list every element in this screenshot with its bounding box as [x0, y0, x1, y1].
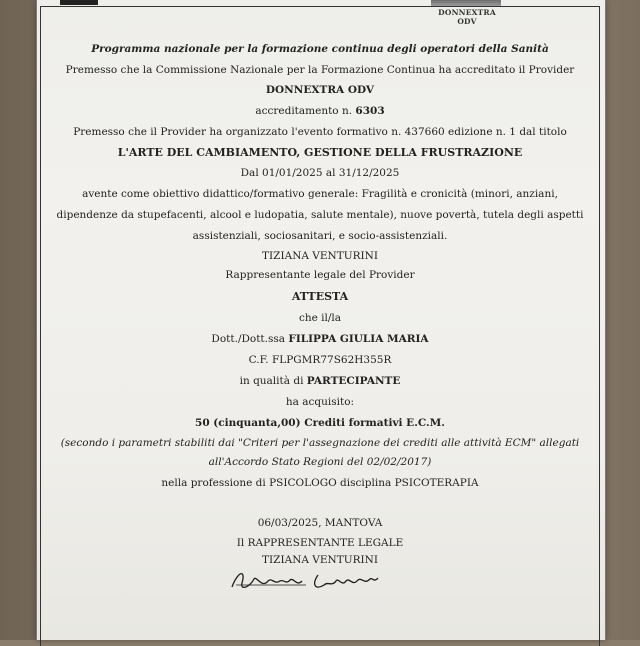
role-line — [40, 374, 600, 388]
event-dates: Dal 01/01/2025 al 31/12/2025 — [240, 167, 400, 179]
profession-prefix: nella professione di — [161, 477, 266, 489]
discipline-prefix: disciplina — [340, 477, 392, 489]
participant-line — [40, 332, 600, 346]
provider-name: DONNEXTRA ODV — [265, 84, 375, 96]
role-prefix: in qualità di — [239, 375, 304, 387]
handwritten-signature — [228, 565, 388, 595]
tax-code: C.F. FLPGMR77S62H355R — [248, 354, 392, 366]
signature-role: Il RAPPRESENTANTE LEGALE — [236, 537, 404, 549]
event-title: L'ARTE DEL CAMBIAMENTO, GESTIONE DELLA FRUSTRAZIONE — [117, 146, 523, 159]
profession-line — [40, 476, 600, 490]
programme-heading: Programma nazionale per la formazione continua degli operatori della Sanità — [91, 43, 549, 55]
provider-logo-text: DONNEXTRA ODV — [438, 8, 496, 26]
title-prefix: Dott./Dott.ssa — [211, 333, 286, 345]
acquired-label: ha acquisito: — [285, 396, 355, 408]
criteria-note-line-1: (secondo i parametri stabiliti dai "Criteri per l'assegnazione dei crediti alle attività ECM" allegati — [60, 437, 580, 449]
criteria-note-line-2: all'Accordo Stato Regioni del 02/02/2017) — [208, 456, 432, 468]
discipline: PSICOTERAPIA — [394, 477, 479, 489]
signature-date-place: 06/03/2025, MANTOVA — [257, 517, 383, 529]
premise-commission: Premesso che la Commissione Nazionale per la Formazione Continua ha accreditato il Provider — [65, 64, 575, 76]
objective-line-1: avente come obiettivo didattico/formativo generale: Fragilità e cronicità (minori, anziani, — [82, 188, 558, 200]
certificate-frame — [40, 6, 600, 646]
provider-logo-image — [431, 0, 501, 6]
accreditation-label: accreditamento n. — [255, 105, 353, 117]
objective-line-2: dipendenze da stupefacenti, alcool e ludopatia, salute mentale), nuove povertà, tutela degli aspetti — [56, 209, 584, 221]
attesta-heading: ATTESTA — [291, 290, 349, 303]
che-il-la: che il/la — [298, 312, 342, 324]
objective-line-3: assistenziali, sociosanitari, e socio-assistenziali. — [192, 230, 448, 242]
credits-value: 50 (cinquanta,00) Crediti formativi E.C.M. — [195, 417, 445, 429]
premise-event: Premesso che il Provider ha organizzato l'evento formativo n. 437660 edizione n. 1 dal titolo — [73, 126, 567, 138]
profession: PSICOLOGO — [269, 477, 337, 489]
representative-role: Rappresentante legale del Provider — [225, 269, 415, 281]
participant-name: FILIPPA GIULIA MARIA — [288, 333, 429, 345]
accreditation-number: 6303 — [355, 105, 385, 117]
header-mark — [60, 0, 98, 5]
participant-role: PARTECIPANTE — [306, 375, 401, 387]
signature-name: TIZIANA VENTURINI — [262, 554, 378, 566]
accreditation-line — [40, 104, 600, 118]
representative-name: TIZIANA VENTURINI — [262, 250, 378, 262]
